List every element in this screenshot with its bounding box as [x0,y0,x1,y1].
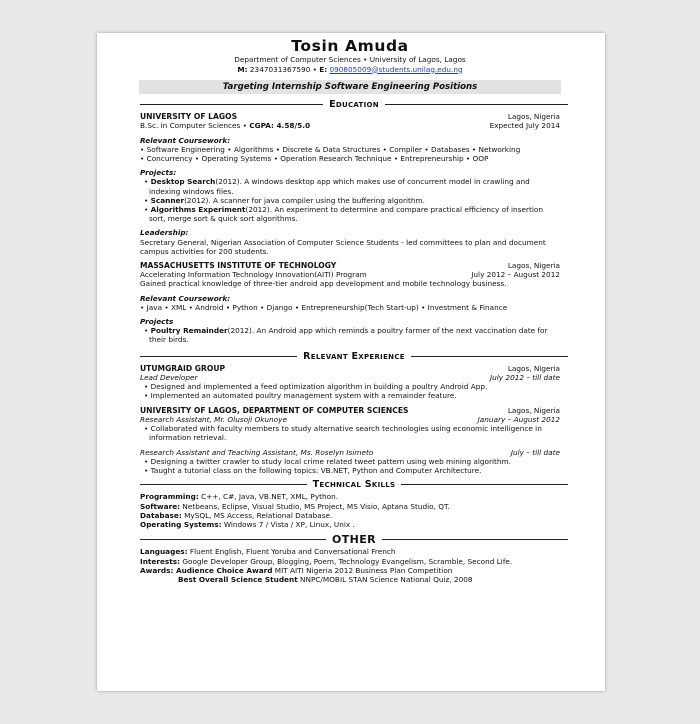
job-bullet: • Collaborated with faculty members to study alternative search technologies using economic intelligence in information retrieval. [144,424,542,443]
other-heading [140,533,568,547]
cgpa: CGPA: 4.58/5.0 [249,121,311,131]
other-title: OTHER [331,533,377,547]
project-item: • Desktop Search(2012). A windows desktop app which makes use of concurrent model in crawling and indexing windows files. [144,177,530,196]
other-value: Fluent English, Fluent Yoruba and Conversational French [187,547,396,557]
project-item: • Poultry Remainder(2012). An Android app which reminds a poultry farmer of the next vaccination date for their birds. [144,326,548,345]
other-row [140,566,560,575]
award-name: Best Overall Science Student [178,574,298,584]
unilag-coursework-label: Relevant Coursework: [140,135,231,145]
project-name: Poultry Remainder [150,326,228,336]
project-desc: (2012). A windows desktop app which makes use of concurrent model in crawling and indexing windows files. [149,177,530,196]
award-name: Audience Choice Award [173,565,273,575]
unilag-projects-label: Projects: [140,168,177,178]
heading-rule-right [385,104,568,105]
resume-page [97,33,605,691]
skill-value: Netbeans, Eclipse, Visual Studio, MS Project, MS Visio, Aptana Studio, QT. [180,501,450,511]
mit-coursework-label: Relevant Coursework: [140,293,231,303]
bullet-text: Implemented an automated poultry management system with a remainder feature. [150,391,457,401]
heading-rule-left [140,539,326,540]
unilag-location: Lagos, Nigeria [507,112,560,122]
phone-label: M: [237,64,248,74]
other-label: Interests: [140,556,180,566]
skill-label: Operating Systems: [140,519,222,529]
candidate-name: Tosin Amuda [291,37,409,55]
unilag-date: Expected July 2014 [489,121,560,131]
job-role-row [140,373,560,382]
mit-program: Accelerating Information Technology Innovation(AITI) Program [140,270,367,280]
project-desc: (2012). An Android app which reminds a poultry farmer of the next vaccination date for their birds. [149,326,548,345]
heading-rule-right [382,539,568,540]
project-name: Desktop Search [150,177,216,187]
contact-separator: • [310,64,320,74]
email-link[interactable]: 090805009@students.unilag.edu.ng [329,64,463,74]
skill-row [140,492,560,501]
other-list [140,547,560,584]
job-org: UTUMGRAID GROUP [140,363,226,373]
job-location: Lagos, Nigeria [507,363,560,373]
job-bullet: • Designing a twitter crawler to study local crime related tweet pattern using web mining algorithm. [144,456,511,466]
skill-row [140,511,560,520]
job-date: July – till date [510,447,560,457]
leadership-label: Leadership: [140,228,189,238]
heading-rule-left [140,104,323,105]
award-detail: NNPC/MOBIL STAN Science National Quiz, 2008 [297,574,473,584]
job-header [140,406,560,415]
mit-summary: Gained practical knowledge of three-tier android app development and mobile technology business. [140,279,507,289]
mit-header [140,261,560,270]
education-title: Education [329,99,379,110]
unilag-degree-row [140,121,560,130]
job-org: UNIVERSITY OF LAGOS, DEPARTMENT OF COMPUTER SCIENCES [140,405,409,415]
mit-org: MASSACHUSETTS INSTITUTE OF TECHNOLOGY [140,261,337,271]
other-value: Google Developer Group, Blogging, Poem, Technology Evangelism, Scramble, Second Life. [180,556,513,566]
project-desc: (2012). A scanner for java compiler using the buffering algorithm. [184,195,425,205]
skill-value: MySQL, MS Access, Relational Database. [181,510,333,520]
other-label: Languages: [140,547,188,557]
contact-line-2 [140,65,560,75]
heading-rule-right [401,484,568,485]
bullet-text: Taught a tutorial class on the following topics: VB.NET, Python and Computer Architecture. [150,465,482,475]
education-heading [140,100,568,109]
skill-value: C++, C#, Java, VB.NET, XML, Python. [198,492,339,502]
bullet-text: Collaborated with faculty members to study alternative search technologies using economic intelligence in information retrieval. [149,424,542,443]
mit-program-row [140,270,560,279]
job-bullet: • Designed and implemented a feed optimization algorithm in building a poultry Android App. [144,382,488,392]
other-row [140,575,560,584]
skill-label: Database: [140,510,182,520]
project-item: • Algorithms Experiment(2012). An experiment to determine and compare practical efficiency of insertion sort, merge sort & quick sort algorithms. [144,205,543,224]
skills-list [140,492,560,529]
project-desc: (2012). An experiment to determine and compare practical efficiency of insertion sort, merge sort & quick sort algorithms. [149,205,543,224]
unilag-coursework-1: • Software Engineering • Algorithms • Discrete & Data Structures • Compiler • Databases • Networking [140,144,521,154]
mit-location: Lagos, Nigeria [507,261,560,271]
job-date: July 2012 – till date [489,373,560,383]
heading-rule-right [411,356,568,357]
unilag-coursework-2: • Concurrency • Operating Systems • Operation Research Technique • Entrepreneurship • OOP [140,154,489,164]
target-banner: Targeting Internship Software Engineering Positions [139,80,561,94]
job-role-row [140,415,560,424]
job-location: Lagos, Nigeria [507,405,560,415]
mit-date: July 2012 – August 2012 [471,270,560,280]
bullet-text: Designed and implemented a feed optimization algorithm in building a poultry Android App. [150,382,488,392]
leadership-text: Secretary General, Nigerian Association of Computer Science Students - led committees to plan and document campus activities for 200 students. [140,237,546,256]
heading-rule-left [140,356,297,357]
other-row [140,557,560,566]
email-label: E: [319,64,328,74]
contact-line-1: Department of Computer Sciences • University of Lagos, Lagos [234,55,466,64]
experience-heading [140,352,568,361]
job-role: Lead Developer [140,373,198,383]
job-role-row [140,448,560,457]
mit-coursework: • Java • XML • Android • Python • Django • Entrepreneurship(Tech Start-up) • Investment & Finance [140,302,508,312]
job-bullet: • Taught a tutorial class on the following topics: VB.NET, Python and Computer Architecture. [144,465,482,475]
degree-text: B.Sc. in Computer Sciences • [140,121,250,131]
mit-projects-label: Projects [140,317,174,327]
other-row [140,547,560,556]
skill-label: Programming: [140,492,199,502]
project-name: Algorithms Experiment [150,205,246,215]
unilag-org: UNIVERSITY OF LAGOS [140,112,238,122]
experience-title: Relevant Experience [303,350,405,362]
skill-value: Windows 7 / Vista / XP, Linux, Unix . [221,519,355,529]
job-role: Research Assistant and Teaching Assistant, Ms. Roselyn Isimeto [140,447,374,457]
skill-row [140,502,560,511]
skill-row [140,520,560,529]
skill-label: Software: [140,501,181,511]
heading-rule-left [140,484,307,485]
other-label: Awards: [140,565,174,575]
skills-heading [140,480,568,489]
unilag-header [140,112,560,121]
project-name: Scanner [150,195,185,205]
award-detail: MIT AITI Nigeria 2012 Business Plan Competition [272,565,453,575]
skills-title: Technical Skills [312,479,396,491]
job-date: January – August 2012 [477,414,560,424]
phone-number: 234703136759​0 [249,64,311,74]
job-bullet: • Implemented an automated poultry management system with a remainder feature. [144,391,457,401]
unilag-degree [140,121,310,130]
job-role: Research Assistant, Mr. Olusoji Okunoye [140,414,287,424]
job-header [140,364,560,373]
project-item: • Scanner(2012). A scanner for java compiler using the buffering algorithm. [144,195,425,205]
bullet-text: Designing a twitter crawler to study local crime related tweet pattern using web mining algorithm. [150,456,511,466]
